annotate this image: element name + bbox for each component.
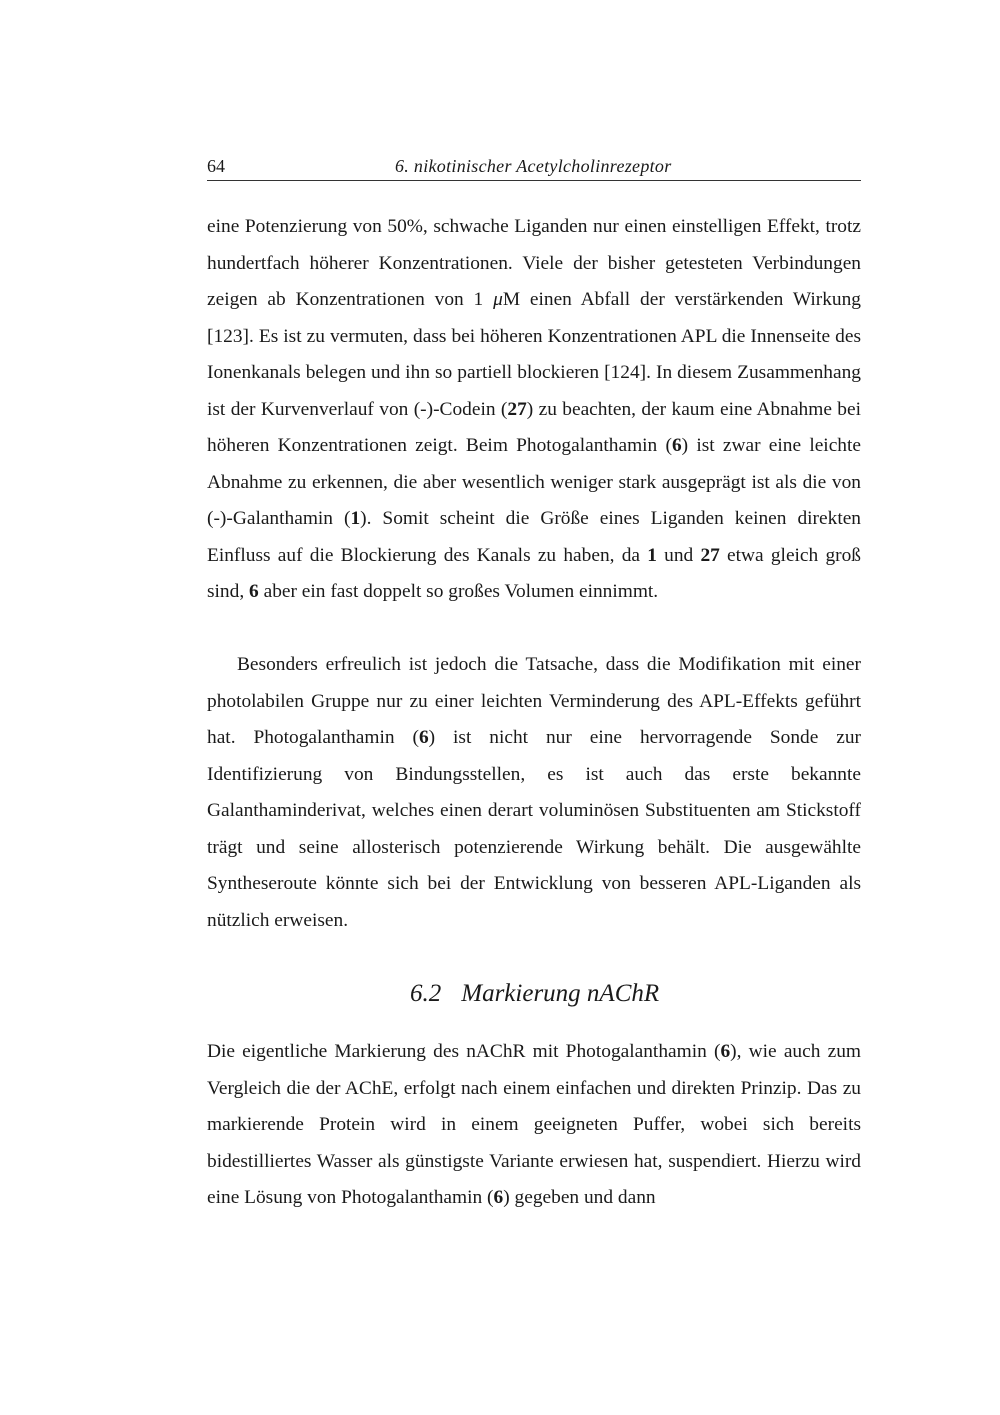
text-segment: ), wie auch zum Vergleich die der AChE, erfolgt nach einem einfachen und direkten Prinzip. Das zu markierende Protein wird in einem geeigneten Puffer, wobei sich bereits bidestilliertes Wasser als günstigste Variante erwiesen hat, suspendiert. Hierzu wird eine Lösung von Photogalanthamin ( — [207, 1041, 861, 1208]
text-segment: und — [656, 544, 701, 566]
paragraph-3 — [207, 1034, 861, 1217]
section-heading — [410, 980, 659, 1008]
text-segment: Besonders erfreulich ist jedoch die Tatsache, dass die Modifikation mit einer photolabilen Gruppe nur zu einer leichten Verminderung des APL-Effekts geführt hat. Photogalanthamin ( — [207, 654, 861, 748]
text-segment: 27 — [507, 398, 527, 420]
text-segment: ) zu beachten, der kaum eine Abnahme bei höheren Konzentrationen zeigt. Beim Photogalanthamin ( — [207, 398, 861, 456]
text-segment: Die eigentliche Markierung des nAChR mit Photogalanthamin ( — [207, 1041, 721, 1062]
text-segment: eine Potenzierung von 50%, schwache Liganden nur einen einstelligen Effekt, trotz hundertfach höherer Konzentrationen. Viele der bisher getesteten Verbindungen zeigen ab Konzentrationen von 1 — [207, 216, 861, 310]
paragraph-2 — [207, 647, 861, 939]
text-segment: ) ist nicht nur eine hervorragende Sonde zur Identifizierung von Bindungsstellen, es ist auch das erste bekannte Galanthaminderivat, welches einen derart voluminösen Substituenten am Stickstoff trägt und seine allosterisch potenzierende Wirkung behält. Die ausgewählte Syntheseroute könnte sich bei der Entwicklung von besseren APL-Liganden als nützlich erweisen. — [207, 727, 861, 931]
paragraph-1 — [207, 209, 861, 611]
text-segment: aber ein fast doppelt so großes Volumen einnimmt. — [258, 581, 659, 602]
text-segment: 6 — [418, 727, 429, 748]
text-segment: 1 — [350, 508, 361, 529]
text-segment: 6 — [249, 581, 259, 602]
text-segment: ). Somit scheint die Größe eines Liganden keinen direkten Einfluss auf die Blockierung des Kanals zu haben, da — [207, 508, 862, 566]
text-segment: μ — [493, 289, 503, 310]
text-segment: 27 — [700, 544, 720, 566]
page-number: 64 — [207, 156, 225, 176]
text-segment: M einen Abfall der verstärkenden Wirkung [123]. Es ist zu vermuten, dass bei höheren Konzentrationen APL die Innenseite des Ionenkanals belegen und ihn so partiell blockieren [124]. In diesem Zusammenhang ist der Kurvenverlauf von (-)-Codein ( — [207, 289, 861, 420]
text-segment: 1 — [647, 544, 657, 566]
section-title: Markierung nAChR — [461, 980, 660, 1007]
text-segment: ) ist zwar eine leichte Abnahme zu erkennen, die aber wesentlich weniger stark ausgeprägt ist als die von (-)-Galanthamin ( — [207, 435, 861, 529]
text-segment: 6 — [720, 1041, 731, 1062]
text-segment: etwa gleich groß sind, — [207, 544, 861, 602]
running-title: 6. nikotinischer Acetylcholinrezeptor — [395, 156, 672, 176]
text-segment: 6 — [493, 1187, 504, 1208]
text-segment: 6 — [671, 435, 682, 456]
section-number: 6.2 — [410, 980, 442, 1007]
text-segment: ) gegeben und dann — [503, 1187, 656, 1208]
running-header — [207, 156, 861, 181]
